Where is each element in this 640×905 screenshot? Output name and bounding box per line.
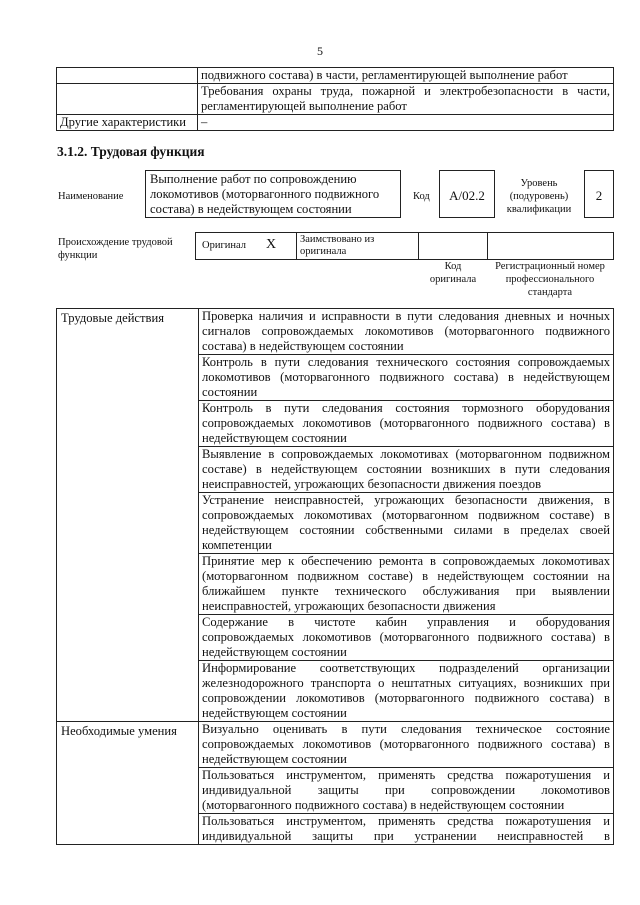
- action-item: [199, 401, 614, 447]
- text-line: Пользоваться инструментом, применять средства пожаротушения и: [202, 814, 610, 828]
- reg-number-caption: [486, 260, 614, 299]
- action-item: [199, 554, 614, 615]
- text-line: недействующем состоянии: [202, 431, 347, 445]
- row-label: [57, 68, 198, 84]
- skill-item: [199, 722, 614, 768]
- text-line: индивидуальной защиты при устранении неисправностей в: [202, 829, 610, 843]
- function-name-box: [145, 170, 401, 218]
- skill-item: [199, 768, 614, 814]
- table-row: [57, 722, 614, 768]
- text-line: Информирование соответствующих подразделений организации: [202, 661, 610, 675]
- page-number: 5: [317, 44, 323, 58]
- text-line: недействующем состоянии: [202, 706, 347, 720]
- text-line: оригинала: [300, 246, 347, 257]
- text-line: регламентирующей выполнение работ: [201, 99, 407, 113]
- text-line: (моторвагонного подвижного состава) в недействующем состоянии: [202, 798, 565, 812]
- origin-code-box: [418, 232, 488, 260]
- text-line: ближайшем пункте технического обслуживания при выявлении: [202, 584, 610, 598]
- text-line: профессионального: [505, 274, 595, 285]
- text-line: Регистрационный номер: [495, 261, 605, 272]
- text-line: состава) в недействующем состоянии: [202, 339, 404, 353]
- table-row: [57, 68, 614, 84]
- table-row: [57, 115, 614, 131]
- text-line: оригинала: [429, 274, 477, 285]
- text-line: сопровождении локомотивов (моторвагонного подвижного состава) в: [202, 691, 610, 705]
- text-line: сопровождаемых локомотивов (моторвагонного подвижного состава) в: [202, 416, 610, 430]
- text-line: Код: [444, 261, 462, 272]
- row-text: [198, 68, 614, 84]
- reg-number-box: [487, 232, 614, 260]
- text-line: Проверка наличия и исправности в пути следования дневных и ночных: [202, 309, 610, 323]
- action-item: [199, 309, 614, 355]
- text-line: сигналов сопровождаемых локомотивов (моторвагонного подвижного: [202, 324, 610, 338]
- action-item: [199, 355, 614, 401]
- text-line: сопровождаемых локомотивах (моторвагонном подвижном составе) в: [202, 508, 610, 522]
- text-line: недействующем состоянии собственными силами в пределах своей: [202, 523, 610, 537]
- text-line: Выявление в сопровождаемых локомотивах (моторвагонном подвижном: [202, 447, 610, 461]
- text-line: Визуально оценивать в пути следования техническое состояние: [202, 722, 610, 736]
- text-line: состоянии: [202, 385, 258, 399]
- text-line: сопровождаемых локомотивов (моторвагонного подвижного состава) в: [202, 737, 610, 751]
- code-label: Код: [413, 191, 430, 202]
- text-line: Пользоваться инструментом, применять средства пожаротушения и: [202, 768, 610, 782]
- skills-label: Необходимые умения: [57, 722, 199, 845]
- row-text: –: [198, 115, 614, 131]
- borrowed-box: [296, 232, 419, 260]
- row-text: [198, 84, 614, 115]
- text-line: сопровождаемых локомотивов (моторвагонного подвижного состава) в: [202, 630, 610, 644]
- origin-label: [58, 236, 173, 262]
- text-line: недействующем состоянии: [202, 752, 347, 766]
- text-line: недействующем состоянии: [202, 645, 347, 659]
- action-item: [199, 661, 614, 722]
- name-label: Наименование: [58, 191, 124, 202]
- action-item: [199, 615, 614, 661]
- skill-item: [199, 814, 614, 845]
- text-line: Выполнение работ по сопровождению: [150, 172, 357, 186]
- text-line: локомотивов (моторвагонного подвижного состава) в недействующем: [202, 370, 610, 384]
- code-value: А/02.2: [439, 170, 495, 218]
- text-line: Принятие мер к обеспечению ремонта в сопровождаемых локомотивах: [202, 554, 610, 568]
- main-table: [56, 308, 614, 845]
- top-table: [56, 67, 614, 131]
- text-line: локомотивов (моторвагонного подвижного: [150, 187, 380, 201]
- origin-code-caption: [418, 260, 488, 286]
- original-mark: Х: [266, 237, 277, 252]
- table-row: [57, 309, 614, 355]
- actions-label: Трудовые действия: [57, 309, 199, 722]
- text-line: Устранение неисправностей, угрожающих безопасности движения, в: [202, 493, 610, 507]
- text-line: неисправностей, угрожающих безопасности движения поездов: [202, 477, 542, 491]
- original-label: Оригинал: [202, 240, 246, 251]
- text-line: квалификации: [506, 204, 572, 215]
- action-item: [199, 493, 614, 554]
- text-line: Происхождение трудовой: [58, 237, 173, 248]
- text-line: состава) в недействующем состоянии: [150, 202, 352, 216]
- level-value: 2: [584, 170, 614, 218]
- text-line: компетенции: [202, 538, 272, 552]
- text-line: неисправностей, угрожающих безопасности движения: [202, 599, 496, 613]
- text-line: Контроль в пути следования состояния тормозного оборудования: [202, 401, 610, 415]
- text-line: Содержание в чистоте кабин управления и оборудования: [202, 615, 610, 629]
- action-item: [199, 447, 614, 493]
- original-box: [195, 232, 297, 260]
- table-row: [57, 84, 614, 115]
- text-line: функции: [58, 250, 98, 261]
- level-label: [500, 177, 578, 216]
- text-line: (моторвагонном подвижном составе) в недействующем состоянии на: [202, 569, 610, 583]
- text-line: Заимствовано из: [300, 234, 375, 245]
- text-line: железнодорожного транспорта о нештатных ситуациях, возникших при: [202, 676, 610, 690]
- text-line: Контроль в пути следования технического состояния сопровождаемых: [202, 355, 610, 369]
- text-line: Уровень: [520, 178, 558, 189]
- row-label: Другие характеристики: [57, 115, 198, 131]
- text-line: подвижного состава) в части, регламентирующей выполнение работ: [201, 68, 568, 82]
- text-line: индивидуальной защиты при сопровождении локомотивов: [202, 783, 610, 797]
- text-line: составе) в недействующем состоянии возникших в пути следования: [202, 462, 610, 476]
- row-label: [57, 84, 198, 115]
- text-line: Требования охраны труда, пожарной и электробезопасности в части,: [201, 84, 610, 98]
- section-title: 3.1.2. Трудовая функция: [57, 144, 205, 159]
- text-line: стандарта: [527, 287, 573, 298]
- text-line: (подуровень): [509, 191, 569, 202]
